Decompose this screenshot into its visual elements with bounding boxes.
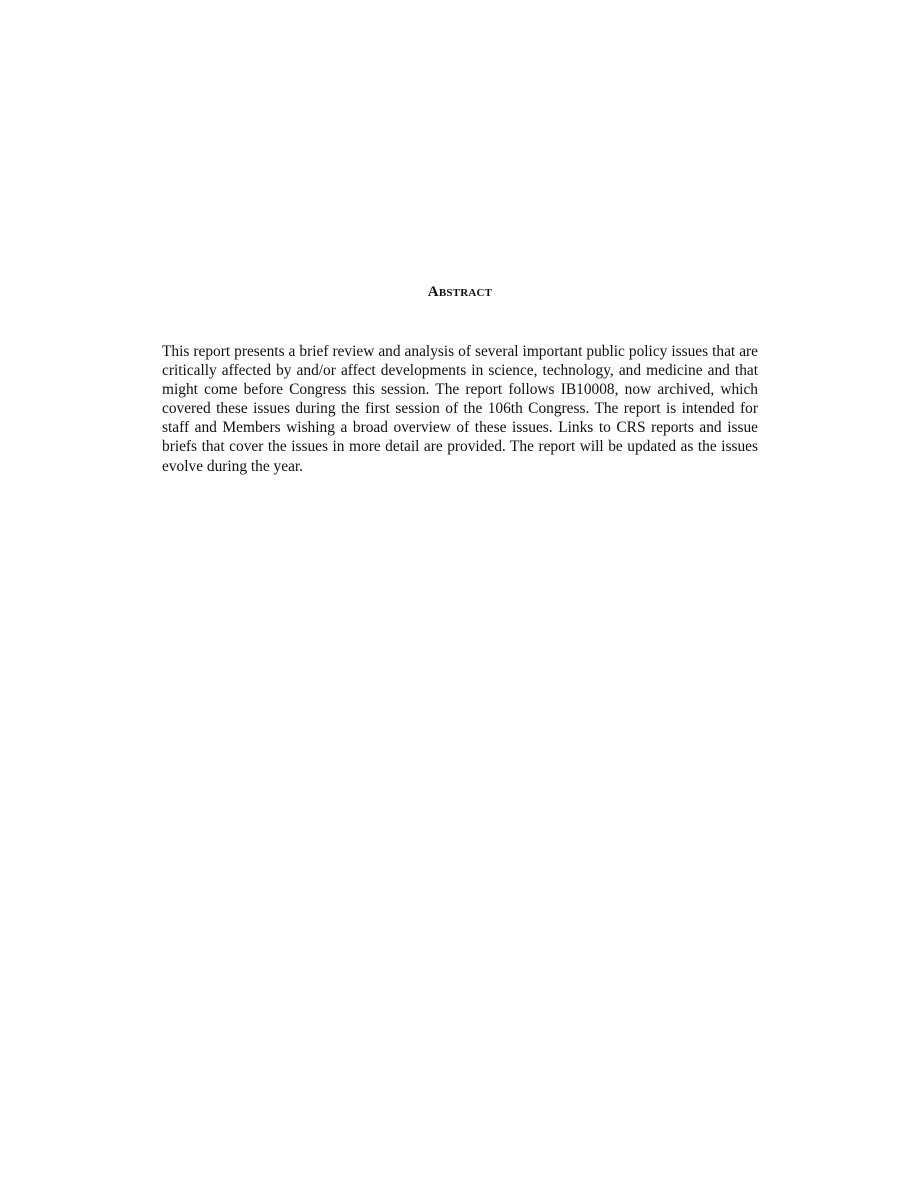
- abstract-heading: Abstract: [427, 284, 493, 300]
- abstract-paragraph: This report presents a brief review and analysis of several important public policy issues that are critically affected by and/or affect developments in science, technology, and medicine and that might come before Congress this session. The report follows IB10008, now archived, which covered these issues during the first session of the 106th Congress. The report is intended for staff and Members wishing a broad overview of these issues. Links to CRS reports and issue briefs that cover the issues in more detail are provided. The report will be updated as the issues evolve during the year.: [162, 343, 758, 475]
